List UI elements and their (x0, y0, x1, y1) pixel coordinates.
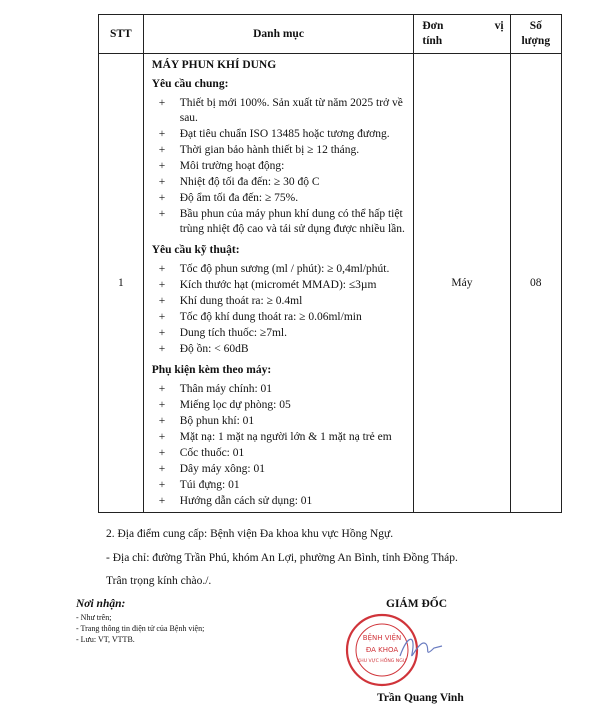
list-item (152, 207, 408, 237)
list-item-text: Bầu phun của máy phun khí dung có thể hấp tiệt trùng nhiệt độ cao và tái sử dụng được nhiều lần. (179, 208, 405, 235)
plus-bullet-icon: + (158, 263, 166, 275)
plus-bullet-icon: + (158, 208, 166, 220)
seal-text-line2: ĐA KHOA (365, 646, 399, 654)
seal-text-line3: KHU VỰC HỒNG NGỰ (357, 659, 407, 664)
list-item (152, 175, 408, 190)
list-item (152, 430, 408, 445)
recipients-block (76, 598, 204, 645)
list-item-text: Nhiệt độ tối đa đến: ≥ 30 độ C (179, 176, 320, 188)
plus-bullet-icon: + (158, 463, 166, 475)
list-item-text: Túi đựng: 01 (179, 479, 240, 491)
header-unit (414, 15, 510, 54)
list-item-text: Đạt tiêu chuẩn ISO 13485 hoặc tương đương. (179, 128, 390, 140)
list-item (152, 382, 408, 397)
plus-bullet-icon: + (158, 383, 166, 395)
list-item (152, 127, 408, 142)
list-item (152, 96, 408, 126)
plus-bullet-icon: + (158, 176, 166, 188)
plus-bullet-icon: + (158, 447, 166, 459)
plus-bullet-icon: + (158, 343, 166, 355)
list-item (152, 494, 408, 509)
header-unit-word3: tính (422, 35, 443, 47)
list-item-text: Dung tích thuốc: ≥7ml. (179, 327, 287, 339)
table-row (99, 54, 562, 513)
list-item-text: Khí dung thoát ra: ≥ 0.4ml (179, 295, 303, 307)
recipient-item: - Như trên; (76, 613, 112, 622)
list-item (152, 342, 408, 357)
list-item (152, 478, 408, 493)
delivery-address: - Địa chỉ: đường Trần Phú, khóm An Lợi, phường An Bình, tỉnh Đồng Tháp. (106, 552, 458, 564)
list-item (152, 143, 408, 158)
header-item: Danh mục (143, 15, 414, 54)
list-item-text: Mặt nạ: 1 mặt nạ người lớn & 1 mặt nạ trẻ em (179, 431, 392, 443)
list-item-text: Miếng lọc dự phòng: 05 (179, 399, 291, 411)
general-requirements-list (152, 96, 408, 237)
list-item (152, 310, 408, 325)
recipient-item: - Lưu: VT, VTTB. (76, 635, 135, 644)
hospital-seal-stamp (338, 608, 448, 690)
technical-requirements-list (152, 262, 408, 357)
signer-position: GIÁM ĐỐC (386, 598, 448, 610)
technical-requirements-heading: Yêu cầu kỹ thuật: (151, 244, 240, 256)
list-item-text: Thiết bị mới 100%. Sản xuất từ năm 2025 trở về sau. (179, 97, 403, 124)
list-item (152, 262, 408, 277)
list-item-text: Độ ẩm tối đa đến: ≥ 75%. (179, 192, 299, 204)
list-item-text: Kích thước hạt (micromét MMAD): ≤3µm (179, 279, 377, 291)
plus-bullet-icon: + (158, 279, 166, 291)
list-item-text: Dây máy xông: 01 (179, 463, 265, 475)
row-unit: Máy (414, 54, 510, 513)
list-item (152, 159, 408, 174)
header-qty-word1: Số (529, 20, 542, 32)
plus-bullet-icon: + (158, 479, 166, 491)
list-item (152, 446, 408, 461)
closing-line: Trân trọng kính chào./. (106, 575, 212, 587)
plus-bullet-icon: + (158, 97, 166, 109)
list-item (152, 414, 408, 429)
product-title: MÁY PHUN KHÍ DUNG (151, 59, 277, 71)
plus-bullet-icon: + (158, 160, 166, 172)
handwritten-signature (400, 639, 442, 656)
plus-bullet-icon: + (158, 192, 166, 204)
table-header-row (99, 15, 562, 54)
plus-bullet-icon: + (158, 327, 166, 339)
list-item (152, 191, 408, 206)
plus-bullet-icon: + (158, 415, 166, 427)
header-unit-word2: vị (494, 20, 504, 32)
plus-bullet-icon: + (158, 431, 166, 443)
delivery-location: 2. Địa điểm cung cấp: Bệnh viện Đa khoa khu vực Hồng Ngự. (106, 528, 394, 540)
plus-bullet-icon: + (158, 295, 166, 307)
list-item (152, 326, 408, 341)
recipients-list (76, 612, 204, 645)
list-item-text: Bộ phun khí: 01 (179, 415, 255, 427)
list-item-text: Hướng dẫn cách sử dụng: 01 (179, 495, 313, 507)
accessories-list (152, 382, 408, 509)
general-requirements-heading: Yêu cầu chung: (151, 78, 229, 90)
header-unit-word1: Đơn (422, 20, 444, 32)
list-item (152, 398, 408, 413)
plus-bullet-icon: + (158, 128, 166, 140)
list-item-text: Tốc độ phun sương (ml / phút): ≥ 0,4ml/phút. (179, 263, 390, 275)
row-item-description (143, 54, 414, 513)
signer-name: Trần Quang Vinh (377, 692, 464, 704)
seal-text-line1: BỆNH VIỆN (362, 634, 402, 642)
plus-bullet-icon: + (158, 311, 166, 323)
equipment-spec-table (98, 14, 562, 513)
header-qty-word2: lượng (521, 35, 551, 47)
list-item-text: Thời gian bảo hành thiết bị ≥ 12 tháng. (179, 144, 360, 156)
plus-bullet-icon: + (158, 144, 166, 156)
plus-bullet-icon: + (158, 399, 166, 411)
recipients-title: Nơi nhận: (76, 598, 126, 610)
list-item (152, 462, 408, 477)
list-item-text: Thân máy chính: 01 (179, 383, 273, 395)
recipient-item: - Trang thông tin điện tử của Bệnh viện; (76, 624, 205, 633)
header-stt: STT (99, 15, 144, 54)
plus-bullet-icon: + (158, 495, 166, 507)
list-item (152, 294, 408, 309)
list-item-text: Môi trường hoạt động: (179, 160, 285, 172)
accessories-heading: Phụ kiện kèm theo máy: (151, 364, 272, 376)
row-stt: 1 (99, 54, 144, 513)
list-item-text: Cốc thuốc: 01 (179, 447, 245, 459)
list-item (152, 278, 408, 293)
row-qty: 08 (510, 54, 561, 513)
list-item-text: Tốc độ khí dung thoát ra: ≥ 0.06ml/min (179, 311, 362, 323)
list-item-text: Độ ồn: < 60dB (179, 343, 249, 355)
header-qty (510, 15, 561, 54)
